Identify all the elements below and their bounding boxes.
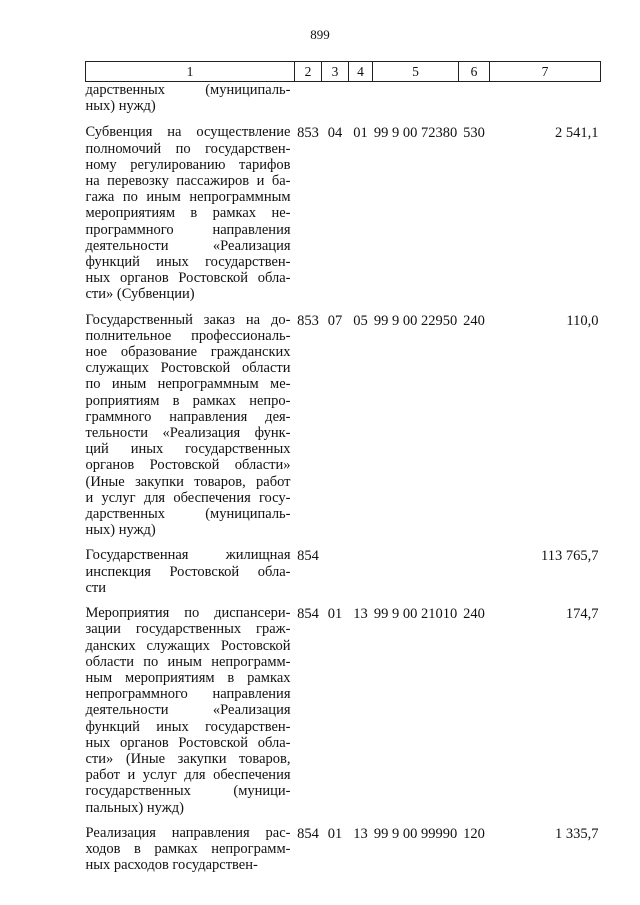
text-line: ных) нужд) xyxy=(85,522,156,539)
text-line: Государственная жилищная xyxy=(85,547,291,564)
table-body xyxy=(86,82,601,881)
text-line: Мероприятия по диспансери- xyxy=(85,605,291,622)
text-line: функций иных государствен- xyxy=(85,254,291,271)
text-line: зации государственных граж- xyxy=(85,621,291,638)
table-row xyxy=(86,823,601,881)
text-line: данских служащих Ростовской xyxy=(85,637,291,654)
cell-section: 07 xyxy=(327,312,343,329)
text-line: служащих Ростовской области xyxy=(85,360,291,377)
text-line: сти» (Субвенции) xyxy=(85,286,195,303)
table-row xyxy=(86,310,601,546)
text-line: деятельности «Реализация xyxy=(85,702,291,719)
cell-expense-type: 240 xyxy=(463,312,485,329)
text-line: роприятиям в рамках непро- xyxy=(85,392,291,409)
text-line: на перевозку пассажиров и ба- xyxy=(85,173,291,190)
cell-subsection: 01 xyxy=(353,125,368,142)
continuation-row xyxy=(86,82,601,123)
text-line: граммного направления дея- xyxy=(85,408,291,425)
text-line: ному регулированию тарифов xyxy=(85,156,291,173)
continuation-text xyxy=(86,82,295,123)
cell-target-article: 99 9 00 99990 xyxy=(373,825,458,842)
cell-expense-type: 120 xyxy=(463,825,485,842)
cell-target-article: 99 9 00 72380 xyxy=(373,125,458,142)
text-line: и услуг для обеспечения госу- xyxy=(85,489,291,506)
cell-target-article xyxy=(373,545,459,603)
text-line: непрограммного направления xyxy=(85,686,291,703)
text-line: ных органов Ростовской обла- xyxy=(85,270,291,287)
text-line: по иным непрограммным ме- xyxy=(85,376,291,393)
cell-target-article: 99 9 00 22950 xyxy=(373,312,458,329)
text-line: дарственных (муниципаль- xyxy=(85,506,291,523)
text-line: полномочий по государствен- xyxy=(85,140,291,157)
text-line: области по иным непрограмм- xyxy=(85,653,291,670)
cell-section: 01 xyxy=(327,825,343,842)
cell-expense-type xyxy=(459,545,490,603)
text-line: Реализация направления рас- xyxy=(85,824,291,841)
cell-amount: 2 541,1 xyxy=(555,125,599,142)
cell-admin-code: 854 xyxy=(297,548,319,565)
text-line: полнительное профессиональ- xyxy=(85,327,291,344)
text-line: ных органов Ростовской обла- xyxy=(85,734,291,751)
row-name xyxy=(86,823,295,881)
text-line: пальных) нужд) xyxy=(85,799,184,816)
row-name xyxy=(86,545,295,603)
text-line: ходов в рамках непрограмм- xyxy=(85,840,291,857)
text-line: гажа по иным непрограммным xyxy=(85,189,291,206)
row-name xyxy=(86,122,295,309)
cell-subsection: 05 xyxy=(353,312,368,329)
text-line: работ и услуг для обеспечения xyxy=(85,767,291,784)
cell-admin-code: 854 xyxy=(297,606,319,623)
header-col-4: 4 xyxy=(349,62,373,82)
cell-subsection: 13 xyxy=(353,825,368,842)
text-line: деятельности «Реализация xyxy=(85,237,291,254)
cell-subsection: 13 xyxy=(353,606,368,623)
header-col-1: 1 xyxy=(86,62,295,82)
table-row xyxy=(86,545,601,603)
text-line: ных расходов государствен- xyxy=(85,857,258,874)
cell-amount: 174,7 xyxy=(565,606,599,623)
cell-amount: 113 765,7 xyxy=(541,548,599,565)
table-row xyxy=(86,603,601,823)
cell-admin-code: 853 xyxy=(297,312,319,329)
header-col-6: 6 xyxy=(459,62,490,82)
header-row xyxy=(86,62,601,82)
text-line: тельности «Реализация функ- xyxy=(85,425,291,442)
header-col-7: 7 xyxy=(490,62,601,82)
cell-section: 01 xyxy=(327,606,343,623)
cell-amount: 1 335,7 xyxy=(555,825,599,842)
table-row xyxy=(86,122,601,309)
text-line: Субвенция на осуществление xyxy=(85,124,291,141)
table-header xyxy=(86,62,601,82)
text-line: мероприятиям в рамках не- xyxy=(85,205,291,222)
row-name xyxy=(86,310,295,546)
budget-table xyxy=(85,61,601,880)
text-line: Государственный заказ на до- xyxy=(85,311,291,328)
text-line: сти» (Иные закупки товаров, xyxy=(85,750,291,767)
header-col-2: 2 xyxy=(295,62,322,82)
text-line: органов Ростовской области» xyxy=(85,457,291,474)
text-line: ное образование гражданских xyxy=(85,344,291,361)
text-line: ных) нужд) xyxy=(85,98,156,115)
text-line: государственных (муници- xyxy=(85,783,291,800)
cell-expense-type: 240 xyxy=(463,606,485,623)
text-line: сти xyxy=(85,579,107,596)
text-line: ций иных государственных xyxy=(85,441,291,458)
text-line: программного направления xyxy=(85,221,291,238)
cell-admin-code: 853 xyxy=(297,125,319,142)
text-line: ным мероприятиям в рамках xyxy=(85,669,291,686)
cell-expense-type: 530 xyxy=(463,125,485,142)
cell-amount: 110,0 xyxy=(566,312,599,329)
cell-target-article: 99 9 00 21010 xyxy=(373,606,458,623)
cell-admin-code: 854 xyxy=(297,825,319,842)
header-col-3: 3 xyxy=(322,62,349,82)
page-number: 899 xyxy=(310,27,330,42)
text-line: инспекция Ростовской обла- xyxy=(85,563,291,580)
cell-section: 04 xyxy=(327,125,343,142)
cell-section xyxy=(322,545,349,603)
cell-subsection xyxy=(349,545,373,603)
header-col-5: 5 xyxy=(373,62,459,82)
text-line: функций иных государствен- xyxy=(85,718,291,735)
row-name xyxy=(86,603,295,823)
text-line: дарственных (муниципаль- xyxy=(85,82,291,98)
text-line: (Иные закупки товаров, работ xyxy=(85,473,291,490)
